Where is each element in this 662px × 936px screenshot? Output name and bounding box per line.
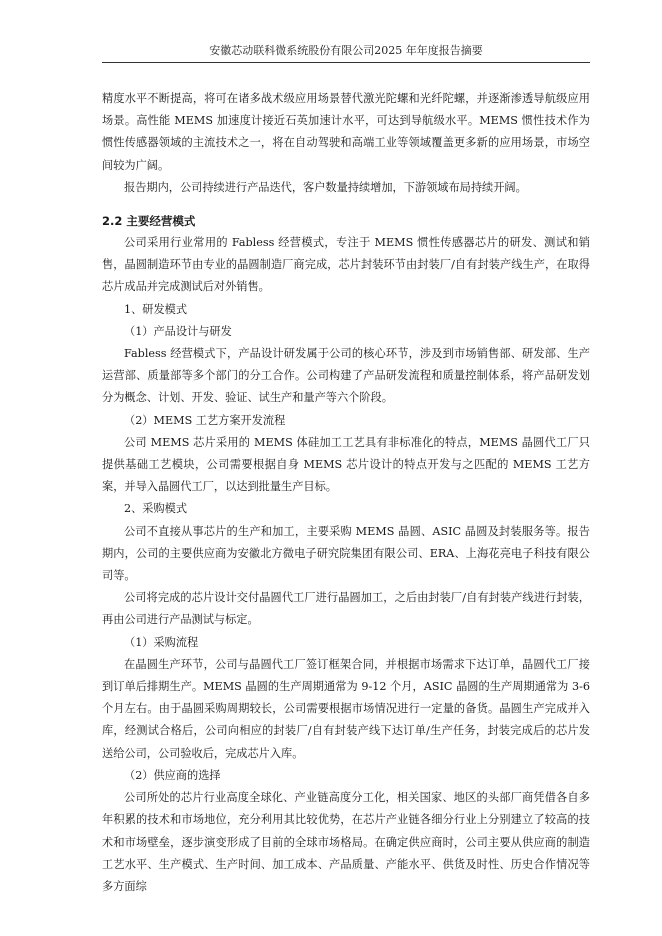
- body-paragraph: Fabless 经营模式下，产品设计研发属于公司的核心环节，涉及到市场销售部、研发部、生产运营部、质量部等多个部门的分工合作。公司构建了产品研发流程和质量控制体系，将产品研发划分为概念、计划、开发、验证、试生产和量产等六个阶段。: [102, 347, 590, 405]
- subheading: 2、采购模式: [124, 502, 188, 516]
- page-header: 安徽芯动联科微系统股份有限公司2025 年年度报告摘要: [209, 44, 483, 57]
- body-paragraph: 在晶圆生产环节，公司与晶圆代工厂签订框架合同，并根据市场需求下达订单，晶圆代工厂接到订单后排期生产。MEMS 晶圆的生产周期通常为 9-12 个月，ASIC 晶圆的生产周期通常为 3-6 个月左右。由于晶圆采购周期较长，公司需要根据市场情况进行一定量的备货。晶圆生产完成并入库，经测试合格后，公司向相应的封装厂/自有封装产线下达订单/生产任务，封装完成后的芯片发送给公司，公司验收后，完成芯片入库。: [102, 657, 590, 760]
- body-paragraph: 公司不直接从事芯片的生产和加工，主要采购 MEMS 晶圆、ASIC 晶圆及封装服务等。报告期内，公司的主要供应商为安徽北方微电子研究院集团有限公司、ERA、上海花亮电子科技有限公司等。: [102, 524, 590, 583]
- subheading: 1、研发模式: [124, 302, 188, 316]
- spacer: [102, 199, 590, 210]
- header-divider: [102, 62, 590, 63]
- subheading: （2）供应商的选择: [124, 768, 221, 782]
- body-paragraph: 精度水平不断提高，将可在诸多战术级应用场景替代激光陀螺和光纤陀螺，并逐渐渗透导航级应用场景。高性能 MEMS 加速度计接近石英加速计水平，可达到导航级水平。MEMS 惯性技术作为惯性传感器领域的主流技术之一，将在自动驾驶和高端工业等领域覆盖更多新的应用场景，市场空间较为广阔。: [102, 92, 590, 172]
- subheading: （2）MEMS 工艺方案开发流程: [124, 413, 286, 427]
- body-paragraph: 公司所处的芯片行业高度全球化、产业链高度分工化，相关国家、地区的头部厂商凭借各自多年积累的技术和市场地位，充分利用其比较优势，在芯片产业链各细分行业上分别建立了较高的技术和市场壁垒，逐步演变形成了目前的全球市场格局。在确定供应商时，公司主要从供应商的制造工艺水平、生产模式、生产时间、加工成本、产品质量、产能水平、供货及时性、历史合作情况等多方面综: [102, 791, 590, 893]
- report-body: [102, 88, 590, 898]
- section-heading: 2.2 主要经营模式: [102, 214, 196, 229]
- subheading: （1）采购流程: [124, 635, 199, 649]
- subheading: （1）产品设计与研发: [124, 324, 232, 338]
- body-paragraph: 报告期内，公司持续进行产品迭代，客户数量持续增加，下游领域布局持续开阔。: [124, 180, 527, 194]
- body-paragraph: 公司采用行业常用的 Fabless 经营模式，专注于 MEMS 惯性传感器芯片的研发、测试和销售，晶圆制造环节由专业的晶圆制造厂商完成，芯片封装环节由封装厂/自有封装产线生产，在取得芯片成品并完成测试后对外销售。: [102, 236, 590, 294]
- body-paragraph: 公司 MEMS 芯片采用的 MEMS 体硅加工工艺具有非标准化的特点，MEMS 晶圆代工厂只提供基础工艺模块，公司需要根据自身 MEMS 芯片设计的特点开发与之匹配的 MEMS 工艺方案，并导入晶圆代工厂，以达到批量生产目标。: [102, 435, 590, 494]
- body-paragraph: 公司将完成的芯片设计交付晶圆代工厂进行晶圆加工，之后由封装厂/自有封装产线进行封装，再由公司进行产品测试与标定。: [102, 591, 590, 627]
